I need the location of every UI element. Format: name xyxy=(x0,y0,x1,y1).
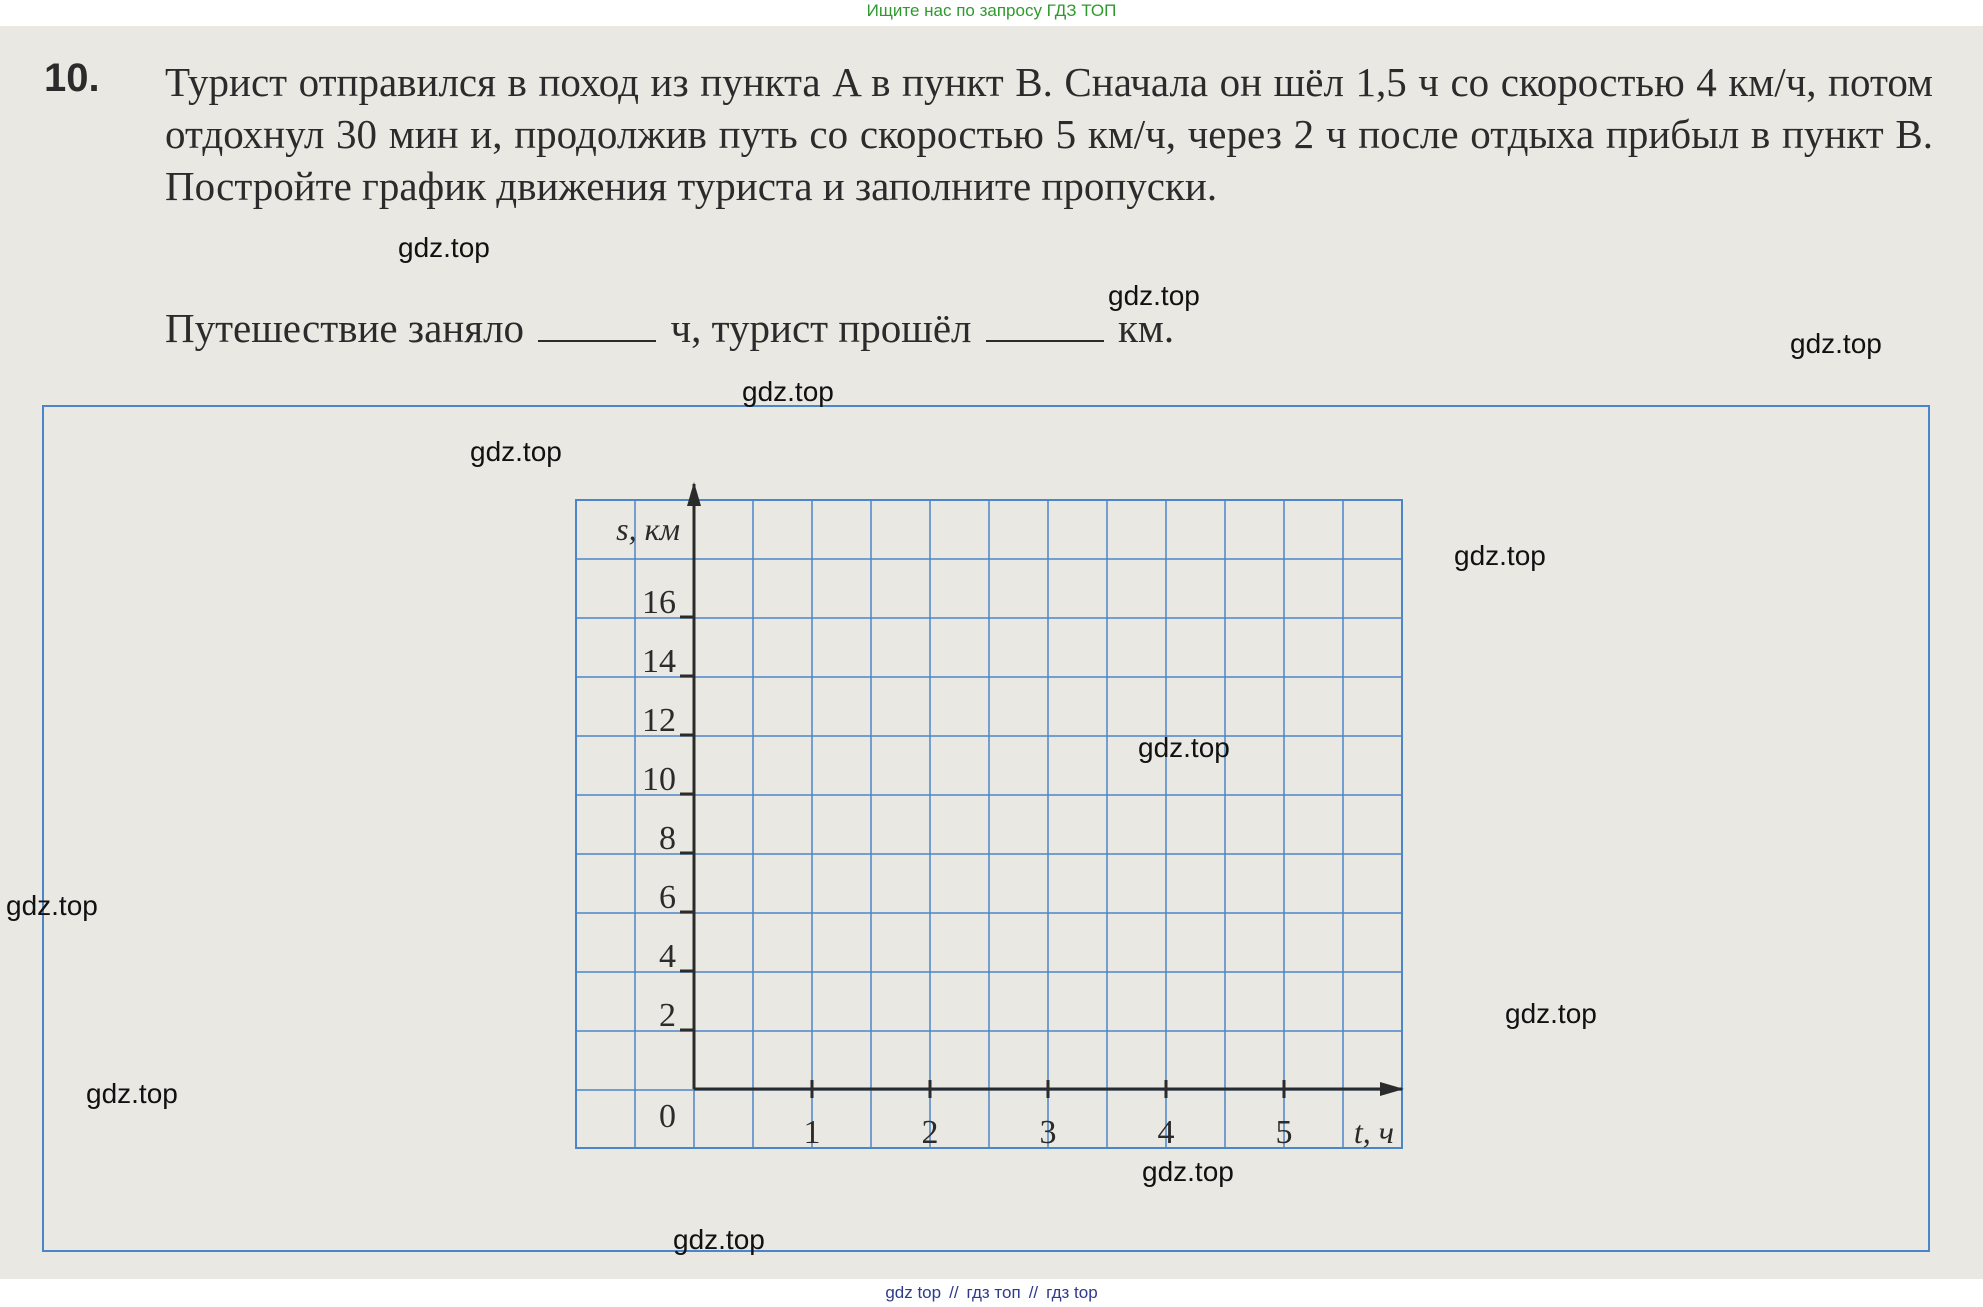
y-tick-label: 14 xyxy=(642,643,676,680)
task-number: 10. xyxy=(44,56,100,100)
watermark: gdz.top xyxy=(1454,540,1546,571)
watermark: gdz.top xyxy=(6,890,98,921)
y-tick-label: 2 xyxy=(659,997,676,1034)
y-tick-label: 6 xyxy=(659,879,676,916)
answer-text-1: Путешествие заняло xyxy=(165,305,525,351)
task-text: Турист отправился в поход из пункта A в пункт B. Сначала он шёл 1,5 ч со скоростью 4 км/ч, потом отдохнул 30 мин и, продолжив путь со скоростью 5 км/ч, через 2 ч после отдыха прибыл в пункт B. Постройте график движения туриста и заполните пропуски. xyxy=(165,59,1933,209)
x-tick-label: 1 xyxy=(803,1114,821,1151)
y-tick-label: 12 xyxy=(642,702,676,739)
bottom-banner xyxy=(0,1279,1983,1307)
bottom-banner-item: gdz top xyxy=(885,1283,942,1302)
watermark: gdz.top xyxy=(86,1078,178,1109)
x-tick-label: 4 xyxy=(1157,1114,1175,1151)
x-tick-label: 3 xyxy=(1039,1114,1057,1151)
watermark: gdz.top xyxy=(1138,732,1230,763)
x-tick-label: 2 xyxy=(921,1114,939,1151)
answer-text-2: ч, турист прошёл xyxy=(670,305,972,351)
watermark: gdz.top xyxy=(1505,998,1597,1029)
bottom-banner-separator: // xyxy=(1028,1283,1039,1302)
top-banner: Ищите нас по запросу ГДЗ ТОП xyxy=(866,1,1117,20)
x-axis-arrow xyxy=(1380,1082,1404,1096)
origin-label: 0 xyxy=(659,1098,676,1135)
y-axis-arrow xyxy=(687,482,701,506)
distance-time-graph xyxy=(550,480,1470,1160)
watermark: gdz.top xyxy=(1142,1156,1234,1187)
x-axis-label: t, ч xyxy=(1353,1114,1394,1150)
watermark: gdz.top xyxy=(398,232,490,263)
y-tick-label: 4 xyxy=(659,938,676,975)
y-axis-label: s, км xyxy=(616,511,680,547)
answer-blank-hours[interactable] xyxy=(538,306,656,342)
answer-line xyxy=(165,302,1174,354)
y-tick-label: 10 xyxy=(642,761,676,798)
bottom-banner-item: гдз топ xyxy=(966,1283,1021,1302)
watermark: gdz.top xyxy=(1790,328,1882,359)
bottom-banner-item: гдз top xyxy=(1046,1283,1098,1302)
watermark: gdz.top xyxy=(470,436,562,467)
x-tick-label: 5 xyxy=(1275,1114,1293,1151)
y-tick-label: 8 xyxy=(659,820,676,857)
bottom-banner-separator: // xyxy=(949,1283,959,1302)
answer-text-3: км. xyxy=(1118,305,1175,351)
watermark: gdz.top xyxy=(673,1224,765,1255)
answer-blank-km[interactable] xyxy=(986,306,1104,342)
watermark: gdz.top xyxy=(1108,280,1200,311)
watermark: gdz.top xyxy=(742,376,834,407)
y-tick-label: 16 xyxy=(642,584,676,621)
